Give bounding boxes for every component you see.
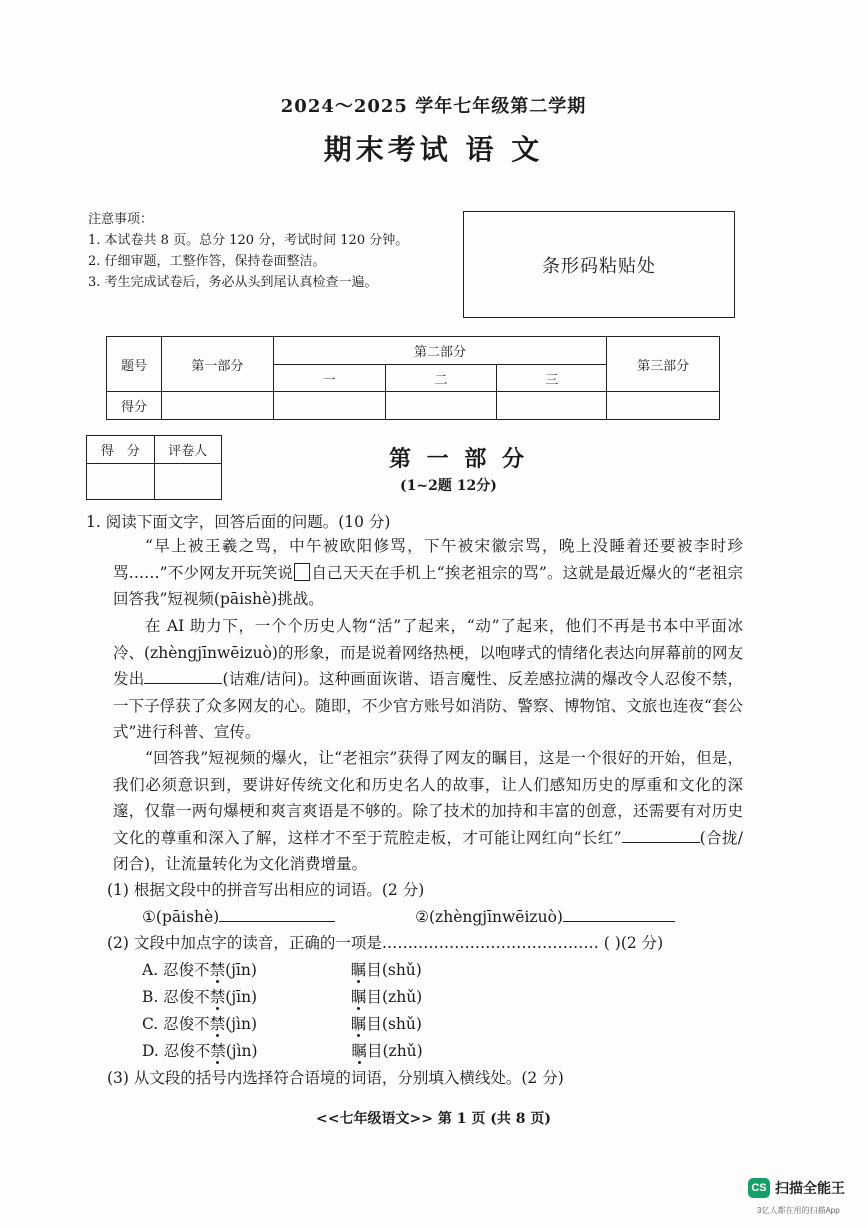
exam-year-term: 2024～2025 学年七年级第二学期 <box>280 96 587 117</box>
score-table-part2: 第二部分 <box>273 337 606 365</box>
passage-paragraph-3 <box>113 745 743 878</box>
blank-box[interactable] <box>294 563 310 581</box>
option-pinyin: (jīn) <box>225 961 257 979</box>
option-pinyin: 目(zhǔ) <box>366 1042 423 1060</box>
score-cell <box>385 392 497 420</box>
exam-title: 期末考试 语 文 <box>323 133 544 166</box>
passage-text: (诘难/诘问)。这种画面诙谐、语言魔性、反差感拉满的爆改令人忍俊不禁，一下子俘获了众多网友的心。随即，不少官方账号如消防、警察、博物馆、文旅也连夜“套公式”进行科普、宣传。 <box>113 670 743 741</box>
dotted-char: 禁 <box>210 1042 226 1060</box>
score-table-part2-sub: 一 <box>273 365 385 392</box>
option-a[interactable] <box>142 958 422 980</box>
dotted-char: 瞩 <box>350 988 367 1006</box>
sub-question-1: (1) 根据文段中的拼音写出相应的词语。(2 分) <box>107 881 425 899</box>
scanner-name: 扫描全能王 <box>775 1180 845 1196</box>
notice-block <box>88 209 408 293</box>
option-pinyin: (jìn) <box>225 1015 258 1033</box>
dotted-char: 禁 <box>209 1015 226 1033</box>
passage-paragraph-1 <box>113 533 743 613</box>
dotted-char: 禁 <box>209 988 226 1006</box>
option-c[interactable] <box>142 1012 422 1034</box>
sub-question-1-answers <box>142 905 675 926</box>
barcode-area <box>463 211 735 318</box>
notice-item: 3. 考生完成试卷后，务必从头到尾认真检查一遍。 <box>88 275 378 290</box>
grader-score-cell <box>87 464 155 500</box>
option-pinyin: (jīn) <box>225 988 258 1006</box>
notice-heading: 注意事项： <box>88 212 154 227</box>
scanner-tagline: 3亿人都在用的扫描App <box>757 1206 840 1215</box>
score-table-part3: 第三部分 <box>607 337 720 392</box>
section-title: 第 一 部 分 <box>389 446 528 472</box>
passage-text: “早上被王羲之骂，中午被欧阳修骂，下午被宋徽宗骂，晚上没睡着还要被李时珍骂……”不少网友开玩笑说 <box>113 537 743 582</box>
passage-text: 自己天天在手机上“挨老祖宗的骂”。这就是最近爆火的“老祖宗回答我”短视频(pāishè)挑战。 <box>113 563 743 608</box>
option-pinyin: (jìn) <box>225 1042 258 1060</box>
score-table-score-label: 得分 <box>107 392 162 420</box>
dotted-char: 瞩 <box>350 1015 367 1033</box>
pinyin-prompt: ②(zhèngjīnwēizuò) <box>415 908 563 926</box>
option-text: D. 忍俊不 <box>142 1042 211 1060</box>
option-text: C. 忍俊不 <box>142 1015 210 1033</box>
sub-question-2: (2) 文段中加点字的读音，正确的一项是…………………………………… ( )(2 分) <box>107 934 664 952</box>
option-d[interactable] <box>142 1039 423 1061</box>
option-pinyin: 目(shǔ) <box>366 1015 422 1033</box>
passage-text: “回答我”短视频的爆火，让“老祖宗”获得了网友的瞩目，这是一个很好的开始，但是，我们必须意识到，要讲好传统文化和历史名人的故事，让人们感知历史的厚重和文化的深邃，仅靠一两句爆梗和爽言爽语是不够的。除了技术的加持和丰富的创意，还需要有对历史文化的尊重和深入了解，这样才不至于荒腔走板，才可能让网红向“长红” <box>113 749 743 847</box>
scanner-logo-icon: CS <box>748 1178 770 1198</box>
scanner-watermark <box>748 1178 845 1198</box>
score-cell <box>161 392 273 420</box>
notice-item: 2. 仔细审题，工整作答，保持卷面整洁。 <box>88 254 326 269</box>
notice-item: 1. 本试卷共 8 页。总分 120 分，考试时间 120 分钟。 <box>88 233 409 248</box>
passage-text: (合拢/闭合)，让流量转化为文化消费增量。 <box>113 828 743 873</box>
answer-blank[interactable] <box>219 905 335 922</box>
sub-question-3: (3) 从文段的括号内选择符合语境的词语，分别填入横线处。(2 分) <box>107 1069 564 1087</box>
grader-score-label: 得 分 <box>87 436 155 464</box>
score-table-part2-sub: 二 <box>385 365 497 392</box>
dotted-char: 瞩 <box>350 961 367 979</box>
section-subtitle: (1~2题 12分) <box>400 478 497 494</box>
grader-name-cell <box>154 464 221 500</box>
barcode-label: 条形码粘贴处 <box>542 255 656 277</box>
option-text: A. 忍俊不 <box>142 961 210 979</box>
score-cell <box>273 392 385 420</box>
option-pinyin: 目(zhǔ) <box>366 988 423 1006</box>
dotted-char: 瞩 <box>351 1042 367 1060</box>
pinyin-prompt: ①(pāishè) <box>142 908 220 926</box>
answer-blank[interactable] <box>622 826 700 843</box>
question-1-stem: 1. 阅读下面文字，回答后面的问题。(10 分) <box>86 513 391 531</box>
score-cell <box>497 392 607 420</box>
answer-blank[interactable] <box>563 905 675 922</box>
answer-blank[interactable] <box>144 667 222 684</box>
grader-table <box>86 435 222 500</box>
dotted-char: 禁 <box>209 961 226 979</box>
passage-paragraph-2 <box>113 613 743 746</box>
page-footer: <<七年级语文>> 第 1 页 (共 8 页) <box>316 1111 551 1127</box>
score-table <box>106 336 720 420</box>
passage-text: 在 AI 助力下，一个个历史人物“活”了起来，“动”了起来，他们不再是书本中平面冰冷、(zhèngjīnwēizuò)的形象，而是说着网络热梗，以咆哮式的情绪化表达向屏幕前的网友发出 <box>113 617 743 688</box>
score-table-part2-sub: 三 <box>497 365 607 392</box>
grader-label: 评卷人 <box>154 436 221 464</box>
option-b[interactable] <box>142 985 422 1007</box>
option-pinyin: 目(shǔ) <box>366 961 422 979</box>
score-cell <box>607 392 720 420</box>
score-table-part1: 第一部分 <box>161 337 273 392</box>
score-table-question-label: 题号 <box>107 337 162 392</box>
option-text: B. 忍俊不 <box>142 988 210 1006</box>
